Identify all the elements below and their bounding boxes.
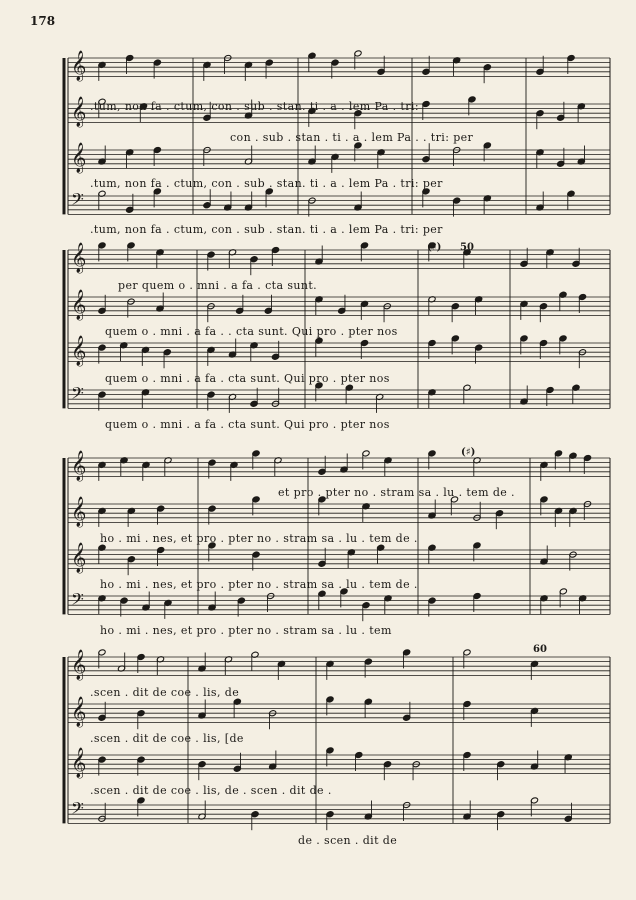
lyric-line: quem o . mni . a fa . . cta sunt. Qui pro . pter nos	[105, 325, 398, 338]
treble-clef-icon: 𝄞	[71, 497, 87, 527]
lyric-line: .tum, non fa . ctum, con . sub . stan. ti . a . lem Pa . tri: per	[90, 223, 443, 236]
bass-clef-icon: 𝄢	[71, 383, 84, 407]
lyric-line: per quem o . mni . a fa . cta sunt.	[118, 279, 318, 292]
measure-number-50: 50	[460, 242, 474, 253]
bass-clef-icon: 𝄢	[71, 589, 84, 613]
treble-clef-icon: 𝄞	[71, 543, 87, 573]
treble-clef-icon: 𝄞	[71, 697, 87, 727]
lyric-line: quem o . mni . a fa . cta sunt. Qui pro . pter nos	[105, 418, 390, 431]
lyric-line: .scen . dit de coe . lis, de	[90, 686, 240, 699]
treble-clef-icon: 𝄞	[71, 51, 87, 81]
page-number: 178	[30, 14, 56, 28]
lyric-line: de . scen . dit de	[298, 834, 398, 847]
lyric-line: quem o . mni . a fa . cta sunt. Qui pro . pter nos	[105, 372, 390, 385]
measure-number-60: 60	[533, 644, 547, 655]
treble-clef-icon: 𝄞	[71, 336, 87, 366]
lyric-line: .scen . dit de coe . lis, de . scen . dit de .	[90, 784, 332, 797]
treble-clef-icon: 𝄞	[71, 97, 87, 127]
lyric-line: con . sub . stan . ti . a . lem Pa . . tri: per	[230, 131, 474, 144]
lyric-line: .scen . dit de coe . lis, [de	[90, 732, 244, 745]
lyric-line: ho . mi . nes, et pro . pter no . stram sa . lu . tem de .	[100, 532, 418, 545]
lyric-line: et pro . pter no . stram sa . lu . tem de .	[278, 486, 515, 499]
editorial-sharp-mark: (♯)	[427, 242, 442, 253]
treble-clef-icon: 𝄞	[71, 243, 87, 273]
lyric-line: .tum, non fa . ctum, con . sub . stan. ti . a . lem Pa . tri:	[90, 100, 419, 113]
treble-clef-icon: 𝄞	[71, 748, 87, 778]
treble-clef-icon: 𝄞	[71, 451, 87, 481]
lyric-line: ho . mi . nes, et pro . pter no . stram sa . lu . tem de .	[100, 578, 418, 591]
lyric-line: ho . mi . nes, et pro . pter no . stram sa . lu . tem	[100, 624, 392, 637]
treble-clef-icon: 𝄞	[71, 290, 87, 320]
bass-clef-icon: 𝄢	[71, 798, 84, 822]
treble-clef-icon: 𝄞	[71, 143, 87, 173]
treble-clef-icon: 𝄞	[71, 650, 87, 680]
bass-clef-icon: 𝄢	[71, 189, 84, 213]
lyric-line: .tum, non fa . ctum, con . sub . stan. ti . a . lem Pa . tri: per	[90, 177, 443, 190]
editorial-sharp-mark: (♯)	[461, 447, 476, 458]
